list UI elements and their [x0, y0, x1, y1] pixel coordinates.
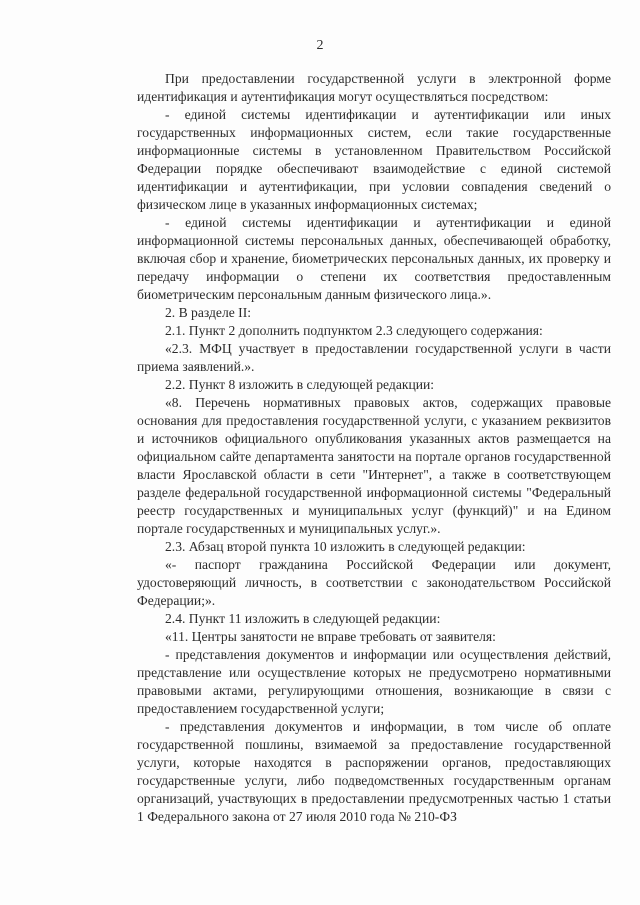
paragraph: 2.1. Пункт 2 дополнить подпунктом 2.3 следующего содержания:	[165, 323, 543, 338]
paragraph: - представления документов и информации или осуществления действий, представление или осуществление которых не предусмотрено нормативными правовыми актами, регулирующими отношения, возникающие в связи с предоставлением государственной услуги;	[137, 647, 611, 716]
paragraph: 2.3. Абзац второй пункта 10 изложить в следующей редакции:	[165, 539, 526, 554]
page-number: 2	[316, 38, 324, 53]
paragraph: При предоставлении государственной услуги в электронной форме идентификация и аутентификация могут осуществляться посредством:	[137, 71, 611, 104]
paragraph: «2.3. МФЦ участвует в предоставлении государственной услуги в части приема заявлений.».	[137, 341, 611, 374]
paragraph: «- паспорт гражданина Российской Федерации или документ, удостоверяющий личность, в соответствии с законодательством Российской Федерации;».	[137, 557, 611, 608]
paragraph: 2.2. Пункт 8 изложить в следующей редакции:	[165, 377, 435, 392]
paragraph: - единой системы идентификации и аутентификации или иных государственных информационных систем, если такие государственные информационные системы в установленном Правительством Российской Федерации порядке обеспечивают взаимодействие с единой системой идентификации и аутентификации, при условии совпадения сведений о физическом лице в указанных информационных системах;	[137, 107, 611, 212]
paragraph: - представления документов и информации, в том числе об оплате государственной пошлины, взимаемой за предоставление государственной услуги, которые находятся в распоряжении органов, предоставляющих государственные услуги, либо подведомственных государственным органам организаций, участвующих в предоставлении предусмотренных частью 1 статьи 1 Федерального закона от 27 июля 2010 года № 210-ФЗ	[137, 719, 611, 824]
paragraph: 2.4. Пункт 11 изложить в следующей редакции:	[165, 611, 441, 626]
document-body	[137, 70, 611, 826]
paragraph: «11. Центры занятости не вправе требовать от заявителя:	[165, 629, 496, 644]
section-heading: 2. В разделе II:	[165, 305, 252, 320]
paragraph: «8. Перечень нормативных правовых актов, содержащих правовые основания для предоставления государственной услуги, с указанием реквизитов и источников официального опубликования указанных актов размещается на официальном сайте департамента занятости на портале органов государственной власти Ярославской области в сети "Интернет", а также в соответствующем разделе федеральной государственной информационной системы "Федеральный реестр государственных и муниципальных услуг (функций)" и на Едином портале государственных и муниципальных услуг.».	[137, 395, 611, 536]
paragraph: - единой системы идентификации и аутентификации и единой информационной системы персональных данных, обеспечивающей обработку, включая сбор и хранение, биометрических персональных данных, их проверку и передачу информации о степени их соответствия предоставленным биометрическим персональным данным физического лица.».	[137, 215, 611, 302]
